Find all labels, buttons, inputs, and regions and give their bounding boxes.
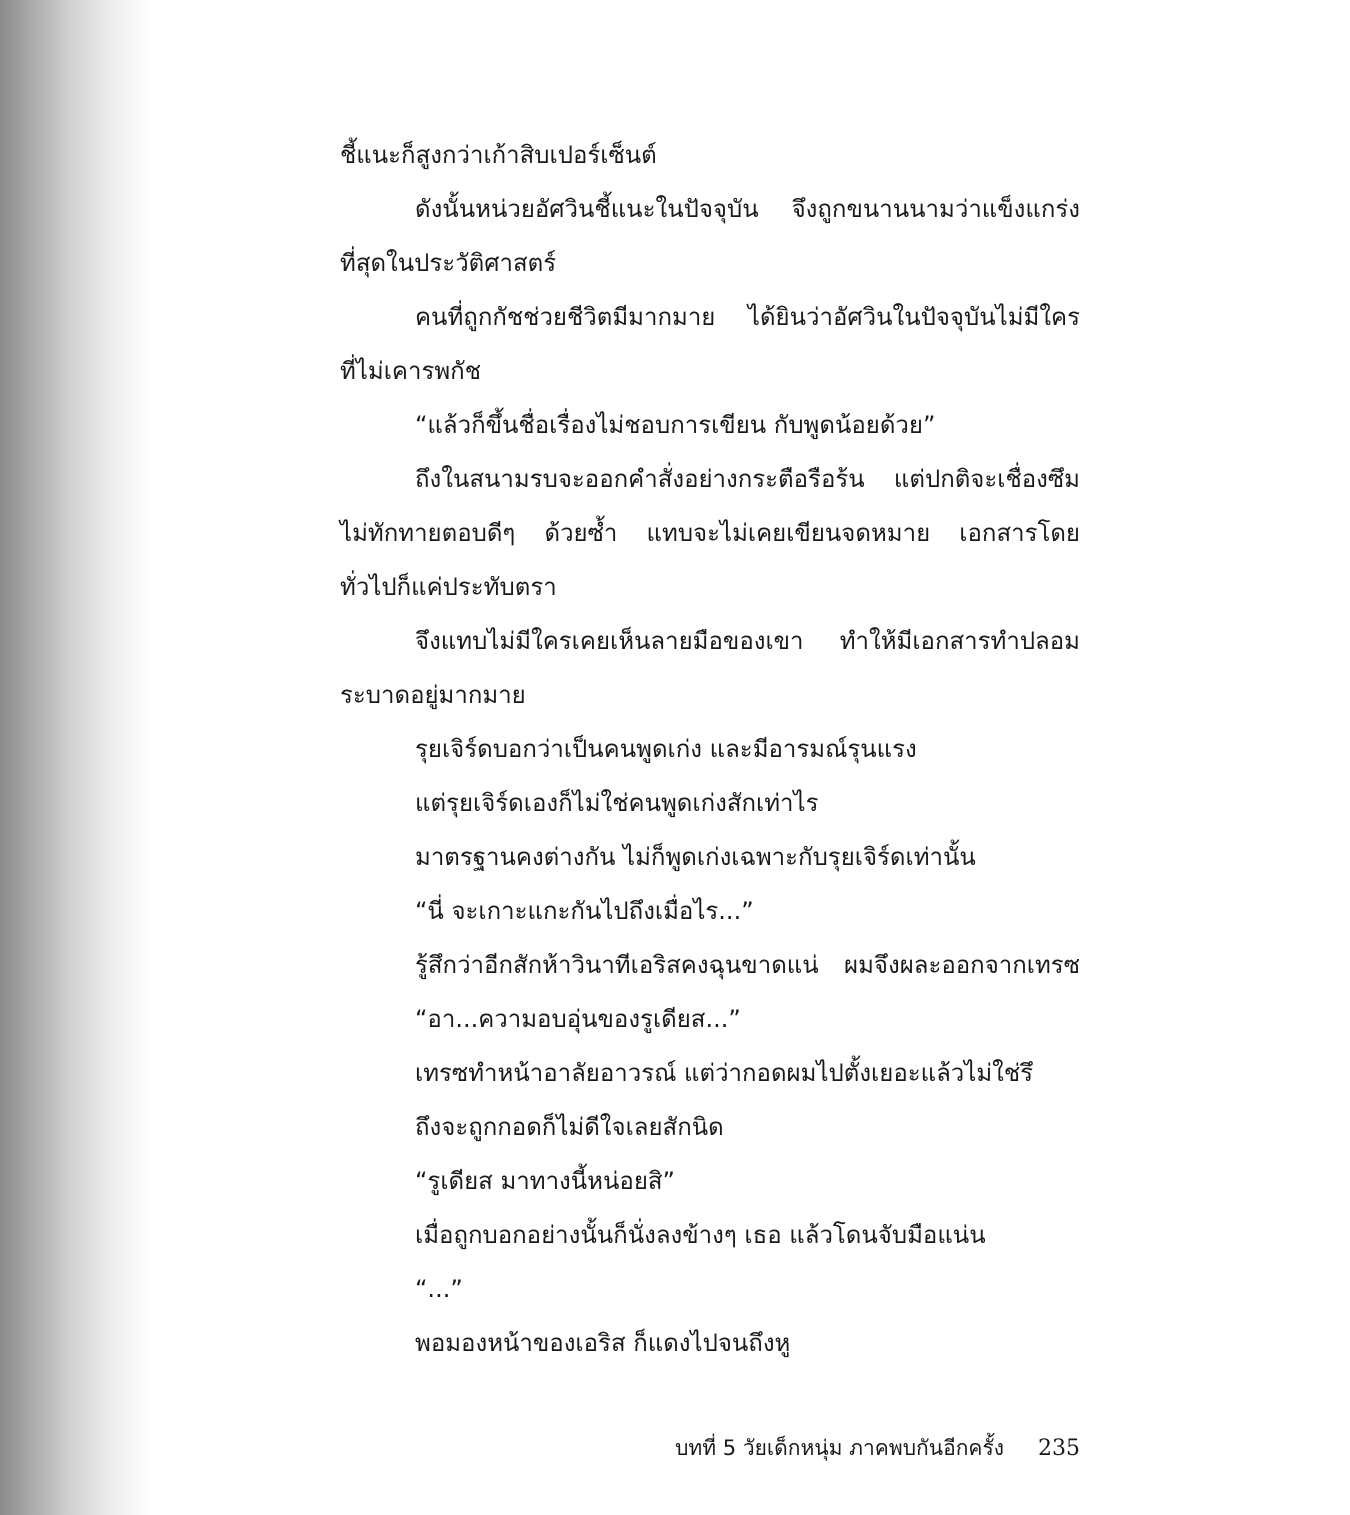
text-line: ทั่วไปก็แค่ประทับตรา: [340, 573, 557, 601]
text-line: ไม่ทักทายตอบดีๆ ด้วยซ้ำ แทบจะไม่เคยเขียนจดหมาย เอกสารโดย: [340, 519, 1080, 547]
text-line: “...”: [415, 1275, 463, 1303]
text-line: ดังนั้นหน่วยอัศวินชี้แนะในปัจจุบัน จึงถูกขนานนามว่าแข็งแกร่ง: [415, 195, 1080, 223]
text-line: ที่ไม่เคารพกัช: [340, 357, 481, 385]
text-line: เทรซทำหน้าอาลัยอาวรณ์ แต่ว่ากอดผมไปตั้งเยอะแล้วไม่ใช่รึ: [415, 1059, 1034, 1087]
text-line: “รูเดียส มาทางนี้หน่อยสิ”: [415, 1167, 675, 1195]
page-footer: [675, 1428, 1080, 1468]
text-line: ถึงในสนามรบจะออกคำสั่งอย่างกระตือรือร้น แต่ปกติจะเชื่องซึม: [415, 465, 1080, 493]
text-line: ถึงจะถูกกอดก็ไม่ดีใจเลยสักนิด: [415, 1113, 724, 1141]
text-line: “อา...ความอบอุ่นของรูเดียส...”: [415, 1005, 741, 1033]
text-line: รู้สึกว่าอีกสักห้าวินาทีเอริสคงฉุนขาดแน่ ผมจึงผละออกจากเทรซ: [415, 951, 1080, 979]
chapter-title: บทที่ 5 วัยเด็กหนุ่ม ภาคพบกันอีกครั้ง: [675, 1436, 1004, 1460]
text-line: ชี้แนะก็สูงกว่าเก้าสิบเปอร์เซ็นต์: [340, 141, 657, 169]
text-line: มาตรฐานคงต่างกัน ไม่ก็พูดเก่งเฉพาะกับรุยเจิร์ดเท่านั้น: [415, 843, 976, 871]
text-line: คนที่ถูกกัชช่วยชีวิตมีมากมาย ได้ยินว่าอัศวินในปัจจุบันไม่มีใคร: [415, 303, 1080, 331]
text-line: “แล้วก็ขึ้นชื่อเรื่องไม่ชอบการเขียน กับพูดน้อยด้วย”: [415, 411, 936, 439]
text-line: ระบาดอยู่มากมาย: [340, 681, 526, 709]
page-body-text: [340, 128, 1080, 1370]
text-line: ที่สุดในประวัติศาสตร์: [340, 249, 557, 277]
text-line: พอมองหน้าของเอริส ก็แดงไปจนถึงหู: [415, 1329, 791, 1357]
text-line: แต่รุยเจิร์ดเองก็ไม่ใช่คนพูดเก่งสักเท่าไร: [415, 789, 819, 817]
text-line: จึงแทบไม่มีใครเคยเห็นลายมือของเขา ทำให้มีเอกสารทำปลอม: [415, 627, 1080, 655]
text-line: เมื่อถูกบอกอย่างนั้นก็นั่งลงข้างๆ เธอ แล้วโดนจับมือแน่น: [415, 1221, 986, 1249]
page-number: 235: [1038, 1436, 1080, 1461]
text-line: รุยเจิร์ดบอกว่าเป็นคนพูดเก่ง และมีอารมณ์รุนแรง: [415, 735, 917, 763]
text-line: “นี่ จะเกาะแกะกันไปถึงเมื่อไร...”: [415, 897, 754, 925]
